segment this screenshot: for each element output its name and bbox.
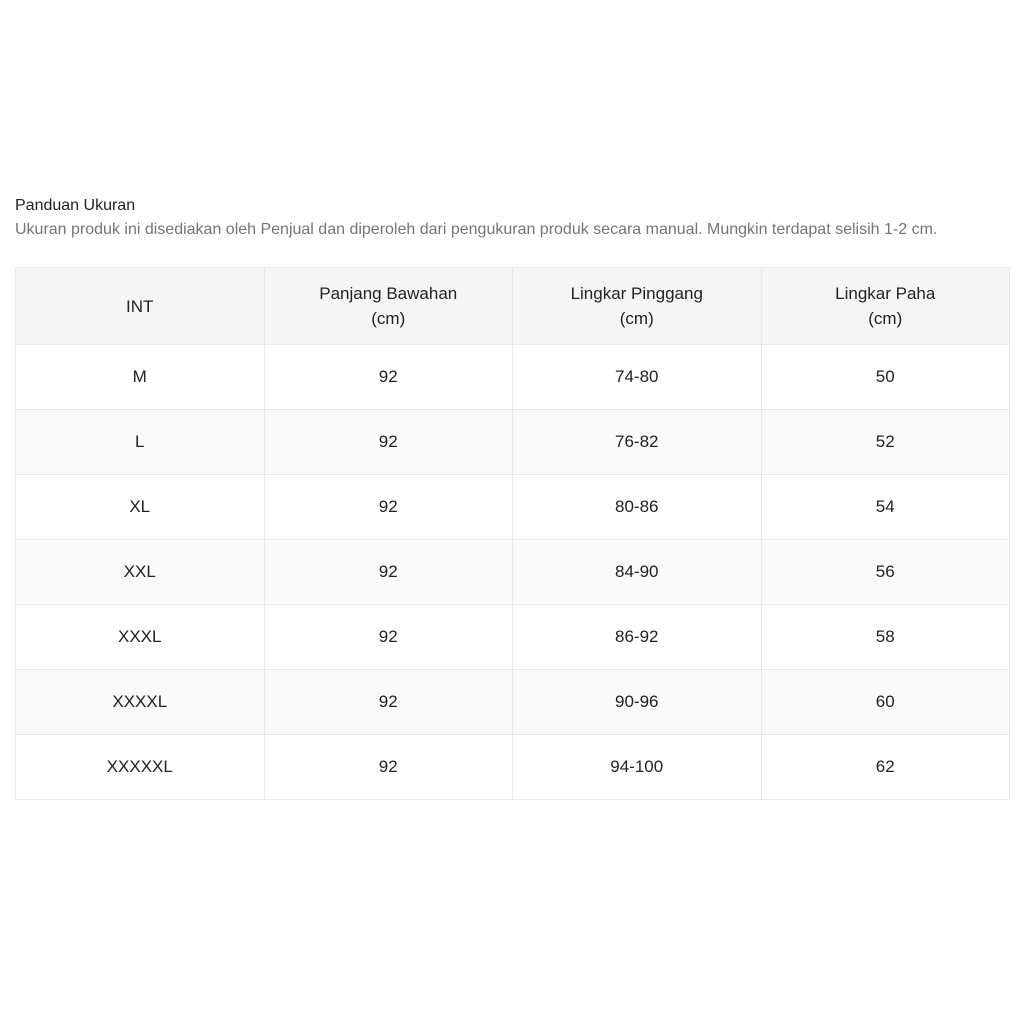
cell-lingkar-paha: 54 [761,475,1010,540]
header-label: INT [126,296,154,316]
table-row [16,605,1010,670]
table-row [16,410,1010,475]
cell-size: L [16,410,265,475]
table-row [16,735,1010,800]
cell-panjang-bawahan: 92 [264,410,513,475]
header-unit: (cm) [868,309,903,328]
cell-panjang-bawahan: 92 [264,735,513,800]
cell-lingkar-pinggang: 90-96 [513,670,762,735]
header-lingkar-paha [761,268,1010,345]
cell-lingkar-paha: 58 [761,605,1010,670]
table-row [16,670,1010,735]
cell-panjang-bawahan: 92 [264,605,513,670]
cell-panjang-bawahan: 92 [264,670,513,735]
size-table [15,267,1010,800]
cell-lingkar-pinggang: 74-80 [513,345,762,410]
cell-size: XXXXXL [16,735,265,800]
cell-size: XL [16,475,265,540]
table-row [16,475,1010,540]
cell-panjang-bawahan: 92 [264,475,513,540]
size-guide [15,195,1010,800]
header-lingkar-pinggang [513,268,762,345]
header-panjang-bawahan [264,268,513,345]
cell-lingkar-pinggang: 80-86 [513,475,762,540]
cell-size: XXXXL [16,670,265,735]
cell-lingkar-pinggang: 76-82 [513,410,762,475]
table-row [16,345,1010,410]
cell-size: XXL [16,540,265,605]
cell-panjang-bawahan: 92 [264,540,513,605]
header-label: Panjang Bawahan [319,284,458,303]
cell-lingkar-paha: 60 [761,670,1010,735]
header-unit: (cm) [619,309,654,328]
cell-size: XXXL [16,605,265,670]
size-guide-description: Ukuran produk ini disediakan oleh Penjual dan diperoleh dari pengukuran produk secara manual. Mungkin terdapat selisih 1-2 cm. [15,221,938,238]
cell-lingkar-pinggang: 94-100 [513,735,762,800]
header-int [16,268,265,345]
cell-size: M [16,345,265,410]
cell-lingkar-paha: 62 [761,735,1010,800]
cell-panjang-bawahan: 92 [264,345,513,410]
size-guide-title: Panduan Ukuran [15,197,136,214]
cell-lingkar-pinggang: 84-90 [513,540,762,605]
cell-lingkar-pinggang: 86-92 [513,605,762,670]
table-row [16,540,1010,605]
header-label: Lingkar Pinggang [570,284,703,303]
table-header-row [16,268,1010,345]
cell-lingkar-paha: 52 [761,410,1010,475]
header-label: Lingkar Paha [835,284,936,303]
cell-lingkar-paha: 56 [761,540,1010,605]
header-unit: (cm) [371,309,406,328]
cell-lingkar-paha: 50 [761,345,1010,410]
